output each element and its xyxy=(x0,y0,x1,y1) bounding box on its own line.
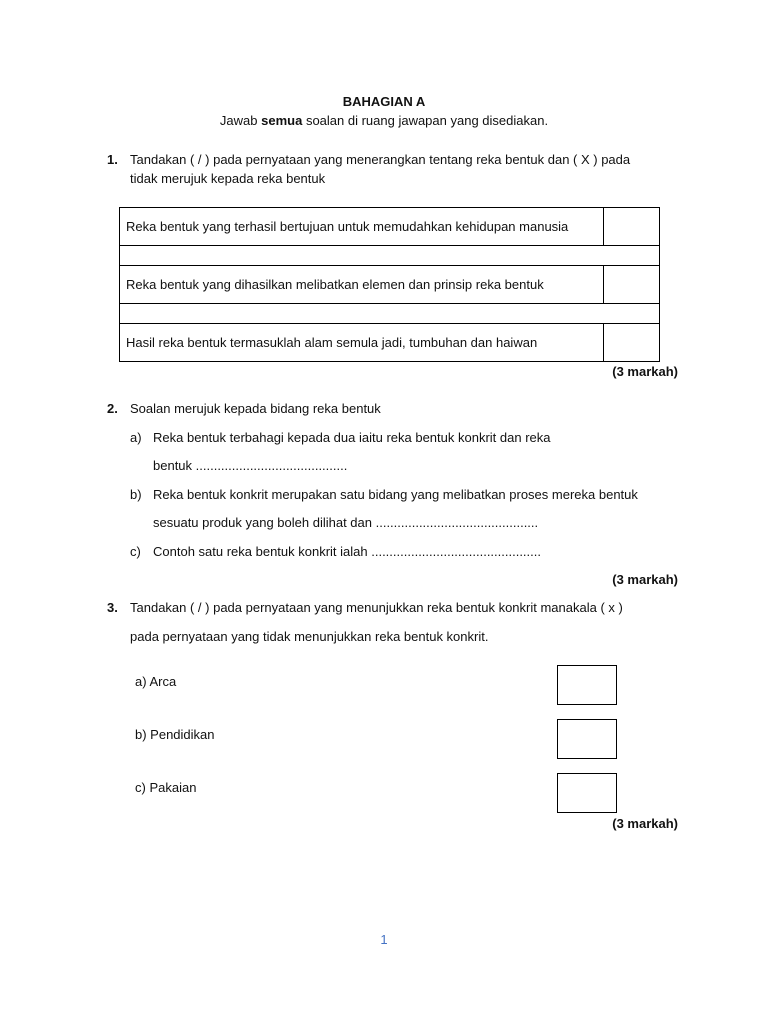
table-row xyxy=(120,266,660,304)
q3-item-b: b) Pendidikan xyxy=(135,727,215,742)
q1-number: 1. xyxy=(107,152,118,167)
q3-answer-box-c[interactable] xyxy=(557,773,617,813)
q2-c-label: c) xyxy=(130,544,141,559)
q2-b-label: b) xyxy=(130,487,142,502)
q3-answer-box-a[interactable] xyxy=(557,665,617,705)
q1-row-text: Reka bentuk yang dihasilkan melibatkan elemen dan prinsip reka bentuk xyxy=(120,266,604,304)
q1-marks: (3 markah) xyxy=(612,364,678,379)
instruction-post: soalan di ruang jawapan yang disediakan. xyxy=(302,113,549,128)
q2-a-label: a) xyxy=(130,430,142,445)
q2-b-line2: sesuatu produk yang boleh dilihat dan ............................................. xyxy=(153,515,539,530)
q3-item-a: a) Arca xyxy=(135,674,177,689)
q3-answer-box-b[interactable] xyxy=(557,719,617,759)
q1-answer-box[interactable] xyxy=(604,266,660,304)
table-spacer-row xyxy=(120,246,660,266)
q1-answer-box[interactable] xyxy=(604,324,660,362)
q2-b-line1: Reka bentuk konkrit merupakan satu bidang yang melibatkan proses mereka bentuk xyxy=(153,487,638,502)
table-row xyxy=(120,208,660,246)
instruction-bold: semua xyxy=(261,113,303,128)
section-instruction xyxy=(0,113,768,128)
spacer-cell xyxy=(120,246,660,266)
q1-table xyxy=(119,207,660,362)
spacer-cell xyxy=(120,304,660,324)
q1-row-text: Hasil reka bentuk termasuklah alam semula jadi, tumbuhan dan haiwan xyxy=(120,324,604,362)
q3-item-c: c) Pakaian xyxy=(135,780,197,795)
table-spacer-row xyxy=(120,304,660,324)
table-row xyxy=(120,324,660,362)
q1-line2: tidak merujuk kepada reka bentuk xyxy=(130,171,326,186)
q2-a-line1: Reka bentuk terbahagi kepada dua iaitu reka bentuk konkrit dan reka xyxy=(153,430,551,445)
q2-number: 2. xyxy=(107,401,118,416)
q3-line1: Tandakan ( / ) pada pernyataan yang menunjukkan reka bentuk konkrit manakala ( x ) xyxy=(130,600,623,615)
q1-answer-box[interactable] xyxy=(604,208,660,246)
instruction-pre: Jawab xyxy=(219,113,262,128)
q2-stem: Soalan merujuk kepada bidang reka bentuk xyxy=(130,401,381,416)
q2-c-line1: Contoh satu reka bentuk konkrit ialah ............................................... xyxy=(153,544,541,559)
q1-line1: Tandakan ( / ) pada pernyataan yang menerangkan tentang reka bentuk dan ( X ) pada xyxy=(130,152,631,167)
q1-row-text: Reka bentuk yang terhasil bertujuan untuk memudahkan kehidupan manusia xyxy=(120,208,604,246)
section-title: BAHAGIAN A xyxy=(342,94,426,109)
q3-number: 3. xyxy=(107,600,118,615)
q3-line2: pada pernyataan yang tidak menunjukkan reka bentuk konkrit. xyxy=(130,629,489,644)
page-number: 1 xyxy=(380,932,388,947)
q2-marks: (3 markah) xyxy=(612,572,678,587)
q3-marks: (3 markah) xyxy=(612,816,678,831)
q2-a-line2: bentuk .......................................... xyxy=(153,458,348,473)
